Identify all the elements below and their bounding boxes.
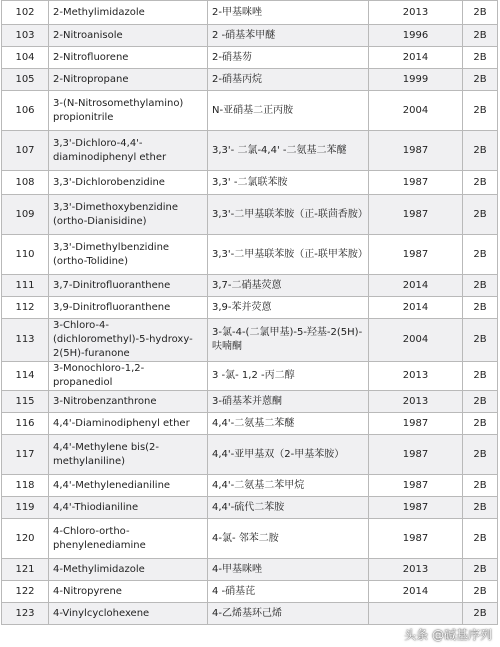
- evaluation-year-cell: 1999: [369, 69, 463, 91]
- agent-name-cell: 3-Chloro-4-(dichloromethyl)-5-hydroxy-2(5H)-furanone: [49, 319, 208, 362]
- table-row: [2, 131, 498, 171]
- group-classification-cell: 2B: [463, 581, 498, 603]
- group-classification-cell: 2B: [463, 297, 498, 319]
- table-row: [2, 275, 498, 297]
- row-number-cell: 120: [2, 519, 49, 559]
- agent-name-cell: 4,4'-Methylene bis(2-methylaniline): [49, 435, 208, 475]
- row-number-cell: 111: [2, 275, 49, 297]
- row-number-cell: 109: [2, 195, 49, 235]
- row-number-cell: 106: [2, 91, 49, 131]
- agent-name-cell: 2-Methylimidazole: [49, 1, 208, 25]
- table-row: [2, 391, 498, 413]
- agent-name-chinese-cell: N-亚硝基二正丙胺: [208, 91, 369, 131]
- table-row: [2, 235, 498, 275]
- evaluation-year-cell: 1987: [369, 413, 463, 435]
- group-classification-cell: 2B: [463, 319, 498, 362]
- row-number-cell: 116: [2, 413, 49, 435]
- row-number-cell: 102: [2, 1, 49, 25]
- table-row: [2, 319, 498, 362]
- evaluation-year-cell: 1987: [369, 475, 463, 497]
- row-number-cell: 104: [2, 47, 49, 69]
- evaluation-year-cell: 1987: [369, 435, 463, 475]
- evaluation-year-cell: [369, 603, 463, 625]
- agent-name-chinese-cell: 4-氯- 邻苯二胺: [208, 519, 369, 559]
- table-row: [2, 475, 498, 497]
- table-row: [2, 47, 498, 69]
- agent-name-cell: 3,3'-Dimethylbenzidine (ortho-Tolidine): [49, 235, 208, 275]
- agent-name-cell: 3-Nitrobenzanthrone: [49, 391, 208, 413]
- watermark: 头条 @碱基序列: [404, 628, 492, 642]
- agent-name-chinese-cell: 2-硝基丙烷: [208, 69, 369, 91]
- table-row: [2, 603, 498, 625]
- group-classification-cell: 2B: [463, 47, 498, 69]
- row-number-cell: 119: [2, 497, 49, 519]
- row-number-cell: 123: [2, 603, 49, 625]
- table-row: [2, 171, 498, 195]
- group-classification-cell: 2B: [463, 362, 498, 391]
- evaluation-year-cell: 2013: [369, 559, 463, 581]
- group-classification-cell: 2B: [463, 25, 498, 47]
- group-classification-cell: 2B: [463, 519, 498, 559]
- table-row: [2, 559, 498, 581]
- table-row: [2, 413, 498, 435]
- group-classification-cell: 2B: [463, 195, 498, 235]
- table-row: [2, 297, 498, 319]
- group-classification-cell: 2B: [463, 275, 498, 297]
- agent-name-cell: 3,3'-Dichlorobenzidine: [49, 171, 208, 195]
- table-row: [2, 581, 498, 603]
- agent-name-chinese-cell: 2-甲基咪唑: [208, 1, 369, 25]
- agent-name-chinese-cell: 3,9-苯并荧蒽: [208, 297, 369, 319]
- row-number-cell: 108: [2, 171, 49, 195]
- row-number-cell: 115: [2, 391, 49, 413]
- agent-name-chinese-cell: 3,3' -二氯联苯胺: [208, 171, 369, 195]
- group-classification-cell: 2B: [463, 603, 498, 625]
- agent-name-chinese-cell: 3 -氯- 1,2 -丙二醇: [208, 362, 369, 391]
- table-row: [2, 1, 498, 25]
- group-classification-cell: 2B: [463, 131, 498, 171]
- row-number-cell: 113: [2, 319, 49, 362]
- agent-name-cell: 4,4'-Methylenedianiline: [49, 475, 208, 497]
- agent-name-chinese-cell: 4,4'-亚甲基双（2-甲基苯胺）: [208, 435, 369, 475]
- group-classification-cell: 2B: [463, 435, 498, 475]
- evaluation-year-cell: 2013: [369, 362, 463, 391]
- row-number-cell: 121: [2, 559, 49, 581]
- evaluation-year-cell: 1996: [369, 25, 463, 47]
- table-row: [2, 362, 498, 391]
- agent-name-chinese-cell: 3,7-二硝基荧蒽: [208, 275, 369, 297]
- agent-name-cell: 4-Vinylcyclohexene: [49, 603, 208, 625]
- row-number-cell: 114: [2, 362, 49, 391]
- agent-name-chinese-cell: 4,4'-二氨基二苯甲烷: [208, 475, 369, 497]
- row-number-cell: 103: [2, 25, 49, 47]
- evaluation-year-cell: 2014: [369, 47, 463, 69]
- evaluation-year-cell: 2013: [369, 391, 463, 413]
- evaluation-year-cell: 1987: [369, 171, 463, 195]
- agent-name-cell: 3-(N-Nitrosomethylamino) propionitrile: [49, 91, 208, 131]
- agent-name-chinese-cell: 2-硝基芴: [208, 47, 369, 69]
- evaluation-year-cell: 1987: [369, 497, 463, 519]
- agent-name-chinese-cell: 4 -硝基芘: [208, 581, 369, 603]
- agent-name-chinese-cell: 4,4'-二氨基二苯醚: [208, 413, 369, 435]
- table-row: [2, 195, 498, 235]
- agent-name-chinese-cell: 3-氯-4-(二氯甲基)-5-羟基-2(5H)-呋喃酮: [208, 319, 369, 362]
- evaluation-year-cell: 2004: [369, 319, 463, 362]
- agent-name-cell: 3,9-Dinitrofluoranthene: [49, 297, 208, 319]
- evaluation-year-cell: 2014: [369, 581, 463, 603]
- agent-name-cell: 4,4'-Thiodianiline: [49, 497, 208, 519]
- row-number-cell: 107: [2, 131, 49, 171]
- evaluation-year-cell: 1987: [369, 195, 463, 235]
- group-classification-cell: 2B: [463, 391, 498, 413]
- evaluation-year-cell: 1987: [369, 131, 463, 171]
- row-number-cell: 117: [2, 435, 49, 475]
- agent-name-chinese-cell: 3,3'-二甲基联苯胺（正-联甲苯胺）: [208, 235, 369, 275]
- evaluation-year-cell: 2014: [369, 275, 463, 297]
- table-row: [2, 435, 498, 475]
- agent-name-cell: 2-Nitrofluorene: [49, 47, 208, 69]
- row-number-cell: 105: [2, 69, 49, 91]
- agent-name-cell: 4-Methylimidazole: [49, 559, 208, 581]
- agent-name-cell: 3,3'-Dimethoxybenzidine (ortho-Dianisidine): [49, 195, 208, 235]
- row-number-cell: 112: [2, 297, 49, 319]
- group-classification-cell: 2B: [463, 1, 498, 25]
- agent-name-cell: 2-Nitropropane: [49, 69, 208, 91]
- table-row: [2, 91, 498, 131]
- row-number-cell: 122: [2, 581, 49, 603]
- table-row: [2, 519, 498, 559]
- agent-name-chinese-cell: 3,3'-二甲基联苯胺（正-联茴香胺）: [208, 195, 369, 235]
- evaluation-year-cell: 2014: [369, 297, 463, 319]
- group-classification-cell: 2B: [463, 91, 498, 131]
- agent-name-cell: 4-Chloro-ortho-phenylenediamine: [49, 519, 208, 559]
- agent-name-chinese-cell: 2 -硝基苯甲醚: [208, 25, 369, 47]
- agent-name-cell: 4,4'-Diaminodiphenyl ether: [49, 413, 208, 435]
- table-body: [2, 1, 498, 625]
- table-row: [2, 497, 498, 519]
- agent-name-chinese-cell: 4-乙烯基环己烯: [208, 603, 369, 625]
- row-number-cell: 118: [2, 475, 49, 497]
- table-row: [2, 25, 498, 47]
- evaluation-year-cell: 1987: [369, 235, 463, 275]
- agent-name-chinese-cell: 4,4'-硫代二苯胺: [208, 497, 369, 519]
- agent-name-cell: 4-Nitropyrene: [49, 581, 208, 603]
- table-row: [2, 69, 498, 91]
- carcinogen-table: [1, 0, 498, 625]
- group-classification-cell: 2B: [463, 497, 498, 519]
- agent-name-cell: 3,7-Dinitrofluoranthene: [49, 275, 208, 297]
- agent-name-chinese-cell: 3-硝基苯并蒽酮: [208, 391, 369, 413]
- agent-name-cell: 3,3'-Dichloro-4,4'-diaminodiphenyl ether: [49, 131, 208, 171]
- agent-name-cell: 3-Monochloro-1,2-propanediol: [49, 362, 208, 391]
- group-classification-cell: 2B: [463, 235, 498, 275]
- agent-name-chinese-cell: 3,3'- 二氯-4,4' -二氨基二苯醚: [208, 131, 369, 171]
- row-number-cell: 110: [2, 235, 49, 275]
- evaluation-year-cell: 1987: [369, 519, 463, 559]
- agent-name-cell: 2-Nitroanisole: [49, 25, 208, 47]
- group-classification-cell: 2B: [463, 69, 498, 91]
- group-classification-cell: 2B: [463, 413, 498, 435]
- group-classification-cell: 2B: [463, 559, 498, 581]
- group-classification-cell: 2B: [463, 171, 498, 195]
- group-classification-cell: 2B: [463, 475, 498, 497]
- evaluation-year-cell: 2013: [369, 1, 463, 25]
- agent-name-chinese-cell: 4-甲基咪唑: [208, 559, 369, 581]
- evaluation-year-cell: 2004: [369, 91, 463, 131]
